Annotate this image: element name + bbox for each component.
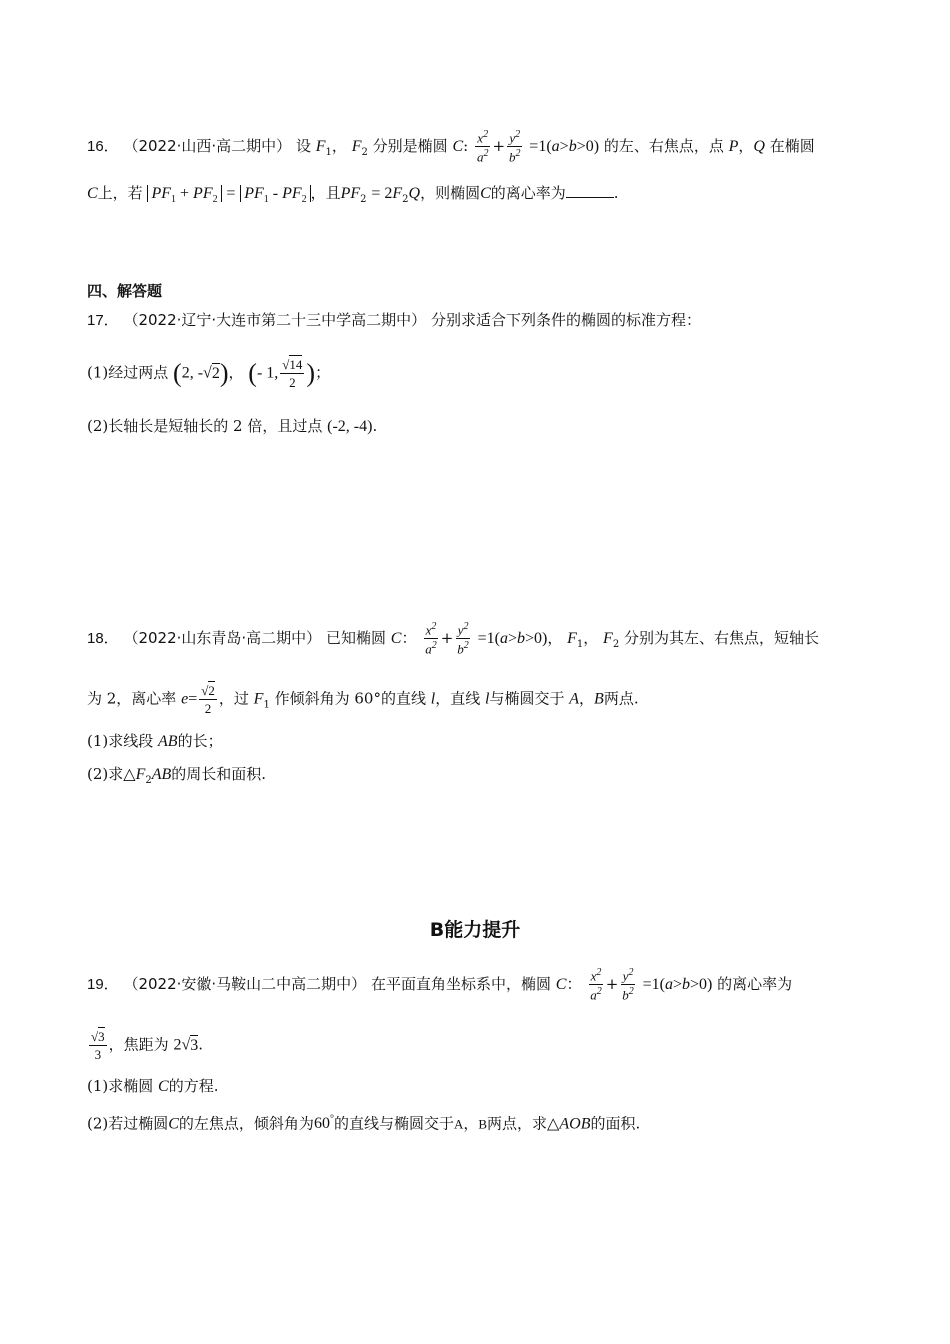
q16-line-2: C上，若 $PF_1 + PF_2 = PF_1 - PF_2$ ，且$PF_2 = 2F_2Q$，则椭圆C的离心率为 . (87, 184, 619, 206)
q18-source: （2022·山东青岛·高二期中） (123, 628, 322, 647)
q18-part-2-text: (2)求 (87, 765, 124, 783)
q16-text: ，则椭圆 (420, 184, 481, 202)
q19-part-1-text: (1)求椭圆 (87, 1077, 154, 1095)
q18-text: 分别为其左、右焦点，短轴长 (623, 628, 819, 647)
q19-source: （2022·安徽·马鞍山二中高二期中） (123, 974, 367, 993)
q16-text: 的离心率为 (490, 184, 566, 202)
q18-part-2: (2)求$\triangle F_2AB$的周长和面积. (87, 765, 267, 786)
q19-part-2-text: 的直线与椭圆交于 (333, 1114, 454, 1133)
q17-stem: 分别求适合下列条件的椭圆的标准方程： (430, 311, 701, 329)
q17-part-1: (1)经过两点 (2, -√2)， (- 1, $\frac{√14}{2}$ )； (87, 357, 331, 390)
q19-line-2: $\frac{√3}{3}$ ，焦距为 2√3. (91, 1029, 203, 1062)
q17-part-2-text: (2)长轴长是短轴长的 2 倍，且过点 (87, 417, 323, 435)
q19-part-2-text: 的面积. (590, 1114, 641, 1133)
q18-text: 与椭圆交于 (489, 689, 565, 708)
q16-text: ，且 (310, 184, 341, 202)
q19-line-1: 19． （2022·安徽·马鞍山二中高二期中） 在平面直角坐标系中，椭圆 C： $\frac{x^2}{a^2}$ + $\frac{y^2}{b^2}$ =1(a>b>0) 的离心率为 (87, 967, 793, 1003)
q16-text: 设 (295, 136, 311, 155)
q18-part-2-text: 的周长和面积. (171, 765, 267, 783)
q19-part-2-text: 的左焦点，倾斜角为 (178, 1114, 314, 1133)
q17-part-1-text: (1)经过两点 (87, 363, 169, 382)
q18-text: ，直线 (435, 689, 481, 708)
section-heading-answers: 四、解答题 (87, 282, 163, 300)
q18-text: 已知椭圆 (325, 628, 386, 647)
q19-part-2-text: (2)若过椭圆 (87, 1114, 169, 1133)
q17-number: 17． (87, 312, 119, 329)
q18-text: 为 2，离心率 (87, 689, 177, 708)
fraction: $\frac{y^2}{b^2}$ (509, 129, 521, 165)
q17-line-1 (87, 310, 701, 331)
q16-text: 分别是椭圆 (372, 136, 448, 155)
q19-text: ，焦距为 (108, 1035, 169, 1054)
q16-text: 上，若 (97, 184, 143, 202)
q18-line-1: 18． （2022·山东青岛·高二期中） 已知椭圆 C： $\frac{x^2}{a^2}$ + $\frac{y^2}{b^2}$ =1(a>b>0)， $F_1$， $F_2$ 分别为其左、右焦点，短轴长 (87, 621, 819, 657)
q18-part-1: (1)求线段 AB的长； (87, 732, 223, 750)
q19-number: 19． (87, 975, 119, 993)
answer-blank[interactable] (566, 185, 614, 198)
q18-number: 18． (87, 629, 119, 647)
fraction: $\frac{y^2}{b^2}$ (622, 967, 634, 1003)
q16-source: （2022·山西·高二期中） (123, 136, 292, 155)
vector-abs: $PF_1 - PF_2$ (240, 185, 310, 202)
q17-part-2: (2)长轴长是短轴长的 2 倍，且过点 (-2, -4). (87, 417, 378, 435)
fraction: $\frac{x^2}{a^2}$ (590, 967, 602, 1003)
q19-text: 的离心率为 (717, 974, 793, 993)
q16-text: 的左、右焦点，点 (603, 136, 724, 155)
q16-text: 在椭圆 (769, 136, 815, 155)
q19-part-2: (2)若过椭圆C的左焦点，倾斜角为60°的直线与椭圆交于A，B两点，求△AOB的面积. (87, 1114, 641, 1133)
fraction: $\frac{x^2}{a^2}$ (476, 129, 489, 165)
q18-text: 两点. (603, 689, 639, 708)
section-heading-b: B能力提升 (429, 919, 521, 941)
q16-number: 16． (87, 137, 119, 155)
fraction: $\frac{x^2}{a^2}$ (425, 621, 437, 657)
q17-source: （2022·辽宁·大连市第二十三中学高二期中） (123, 311, 427, 329)
q17-point: (-2, -4) (327, 418, 373, 435)
q18-part-1-text: 的长； (177, 732, 223, 750)
q19-part-2-text: 两点，求 (487, 1114, 548, 1133)
q18-part-1-text: (1)求线段 (87, 732, 154, 750)
q19-part-1-text: 的方程. (168, 1077, 219, 1095)
fraction: $\frac{y^2}{b^2}$ (457, 621, 469, 657)
vector-abs: $PF_1 + PF_2$ (147, 185, 221, 202)
q18-text: ，过 (218, 689, 249, 708)
q18-line-2: 为 2，离心率 e= $\frac{√2}{2}$ ，过 $F_1$ 作倾斜角为 60°的直线 l，直线 l与椭圆交于 A，B两点. (87, 683, 639, 716)
q16-line-1: 16． （2022·山西·高二期中） 设 $F_1$， $F_2$ 分别是椭圆 C: $\frac{x^2}{a^2}$ + $\frac{y^2}{b^2}$ =1(a>b>0) 的左、右焦点，点 P，Q 在椭圆 (87, 129, 815, 165)
q16-text: . (613, 184, 619, 202)
q19-part-1: (1)求椭圆 C的方程. (87, 1077, 219, 1095)
q18-text: 作倾斜角为 60°的直线 (274, 689, 426, 708)
fraction: $\frac{√2}{2}$ (201, 683, 215, 716)
q19-text: 在平面直角坐标系中，椭圆 (370, 974, 551, 993)
fraction: $\frac{√3}{3}$ (91, 1029, 105, 1062)
fraction: $\frac{√14}{2}$ (282, 357, 303, 390)
